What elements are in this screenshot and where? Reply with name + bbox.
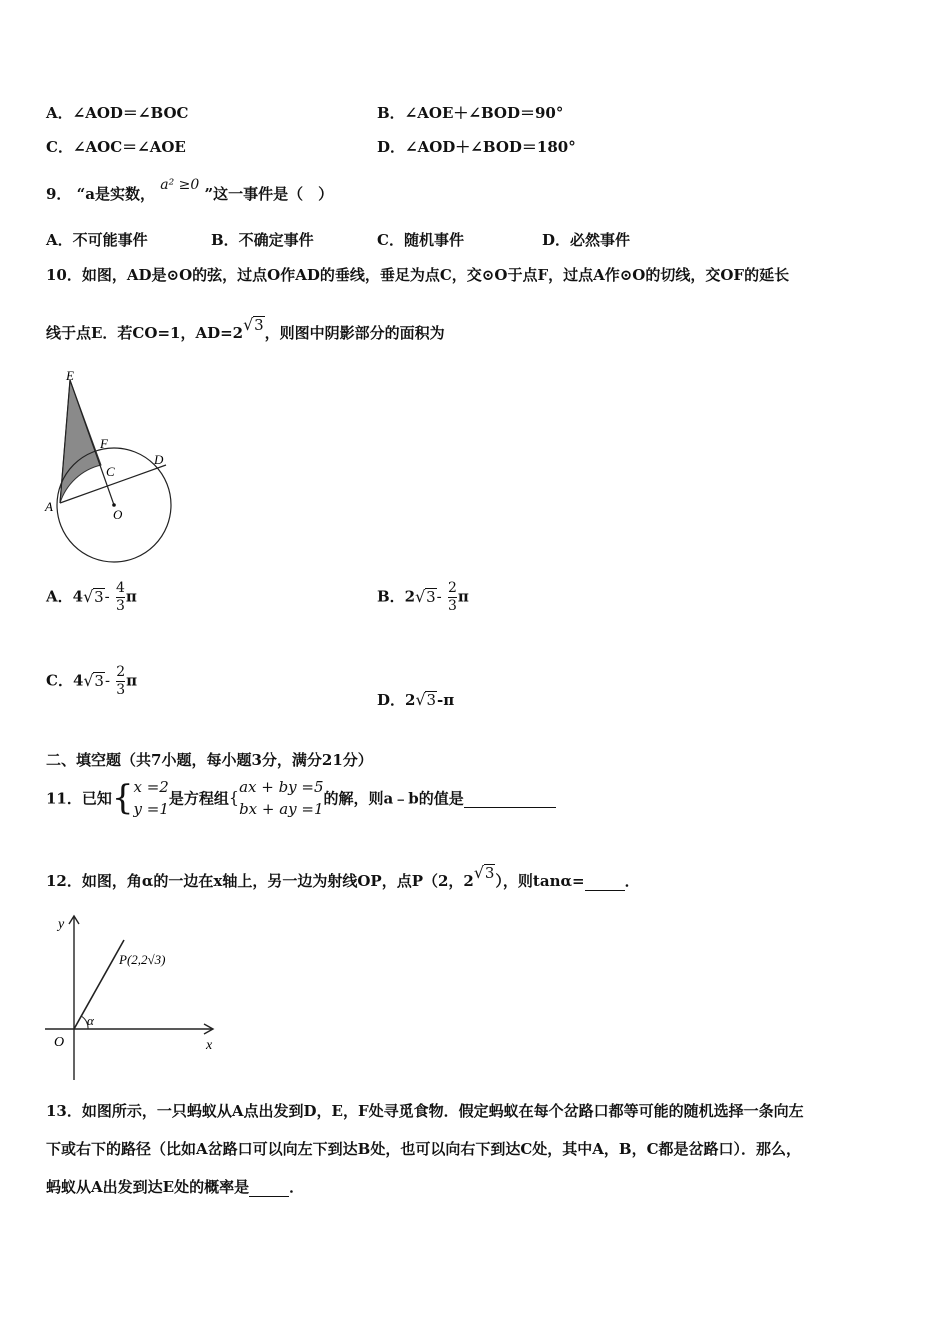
q10-label-e: E: [66, 368, 74, 383]
q9-option-a: A．不可能事件: [46, 231, 148, 249]
section-2-title: 二、填空题（共7小题，每小题3分，满分21分）: [46, 751, 373, 769]
q10-line2-b: ，则图中阴影部分的面积为: [264, 324, 445, 342]
q10-line2: [46, 316, 445, 343]
q10-option-a-den: 3: [115, 598, 125, 614]
q8-option-c: C．∠AOC＝∠AOE: [46, 138, 186, 156]
q12-root3-value: 3: [484, 864, 495, 882]
q10-shaded-region: [60, 380, 101, 503]
q12-label-x: x: [206, 1038, 213, 1053]
q11-middle: 是方程组: [168, 789, 229, 808]
q10-option-d-root: 3: [426, 691, 436, 709]
q10-option-a-minus: -: [104, 587, 110, 606]
q10-option-a: [46, 580, 137, 615]
q10-label-d: D: [154, 452, 164, 467]
q11-system-1: [134, 776, 169, 820]
q10-option-b-root: 3: [426, 587, 436, 606]
q10-label-f: F: [100, 436, 108, 451]
q8-option-d: D．∠AOD＋∠BOD＝180°: [377, 138, 576, 156]
q8-option-a: A．∠AOD＝∠BOC: [46, 104, 189, 122]
q10-option-a-num: 4: [115, 580, 125, 596]
q11-answer-blank[interactable]: [464, 789, 556, 808]
q13-line1: 13．如图所示，一只蚂蚁从A点出发到D，E，F处寻觅食物．假定蚂蚁在每个岔路口都等可能的随机选择一条向左: [46, 1102, 804, 1120]
q10-option-b-pi: π: [457, 587, 469, 606]
q10-option-d: [377, 689, 454, 710]
q9-formula: a² ≥0: [160, 177, 200, 193]
q10-option-b-minus: -: [436, 587, 442, 606]
q9-quote-open: “a是实数，: [76, 185, 156, 203]
q8-option-b: B．∠AOE＋∠BOD＝90°: [377, 104, 564, 122]
q11-prefix: 11．已知: [46, 789, 112, 808]
q13-answer-blank[interactable]: [249, 1180, 289, 1197]
q10-option-c: [46, 664, 137, 699]
q10-option-b-sqrt: [415, 588, 437, 606]
q10-option-d-label: D．2: [377, 691, 416, 709]
q10-option-a-root: 3: [94, 587, 104, 606]
q12-label-o: O: [54, 1035, 65, 1050]
q12-sqrt3: [474, 864, 496, 882]
q10-option-c-sqrt: [83, 672, 105, 690]
q10-option-b-fraction: [448, 580, 457, 615]
q10-option-b-den: 3: [447, 598, 457, 614]
q10-option-c-fraction: [116, 664, 125, 699]
q9-option-d: D．必然事件: [542, 231, 631, 249]
q12-label-alpha: α: [87, 1013, 94, 1028]
q10-option-c-root: 3: [94, 671, 104, 690]
q10-option-a-sqrt: [83, 588, 105, 606]
q11-system-2-top: ax + by =5: [239, 778, 324, 796]
q12-end: ．: [624, 872, 640, 890]
q12-answer-blank[interactable]: [585, 874, 625, 891]
q9-quote-close: ”这一事件是（ ）: [204, 185, 334, 203]
q11-brace-1: {: [111, 778, 134, 818]
q10-option-d-sqrt: [415, 691, 437, 709]
q10-sqrt3: [243, 316, 265, 334]
q10-option-b-num: 2: [447, 580, 457, 596]
q9-option-b: B．不确定事件: [211, 231, 314, 249]
q10-option-c-den: 3: [116, 682, 126, 698]
q11-system-1-bottom: y =1: [133, 800, 169, 818]
q10-option-c-num: 2: [116, 664, 126, 680]
q10-option-a-pi: π: [125, 587, 137, 606]
q10-option-b: [377, 580, 469, 615]
q9-stem: [46, 177, 334, 204]
q10-line1: 10．如图，AD是⊙O的弦，过点O作AD的垂线，垂足为点C，交⊙O于点F，过点A作⊙O的切线，交OF的延长: [46, 266, 790, 284]
q13-end: ．: [289, 1178, 305, 1196]
q10-label-a: A: [45, 499, 53, 514]
q13-line3-text: 蚂蚁从A出发到达E处的概率是: [46, 1178, 250, 1196]
q10-circle-figure: [40, 368, 185, 568]
q10-option-a-fraction: [116, 580, 125, 615]
q13-line2: 下或右下的路径（比如A岔路口可以向左下到达B处，也可以向右下到达C处，其中A，B，C都是岔路口）．那么，: [46, 1140, 802, 1158]
q10-option-b-label: B．2: [377, 587, 416, 606]
q12-stem: [46, 864, 640, 891]
q12-text-b: ），则tanα=: [495, 872, 585, 890]
q12-angle-figure: [40, 912, 225, 1082]
q11-system-2-bottom: bx + ay =1: [239, 800, 324, 818]
q10-option-c-label: C．4: [46, 671, 84, 690]
q13-line3: [46, 1176, 304, 1197]
q11-stem: [46, 776, 556, 820]
q12-ray-op: [74, 940, 124, 1029]
q11-suffix: 的解，则a﹣b的值是: [323, 789, 464, 808]
q10-option-c-pi: π: [126, 671, 138, 690]
q10-root3-value: 3: [254, 316, 264, 334]
q11-brace-2: {: [228, 788, 240, 807]
q10-label-c: C: [106, 464, 115, 479]
q12-text-a: 12．如图，角α的一边在x轴上，另一边为射线OP，点P（2，2: [46, 872, 474, 890]
q12-label-y: y: [58, 917, 65, 932]
q10-line2-a: 线于点E．若CO=1，AD=2: [46, 324, 244, 342]
q10-option-a-label: A．4: [46, 587, 84, 606]
q11-system-2: [239, 776, 323, 820]
q9-option-c: C．随机事件: [377, 231, 464, 249]
q9-number: 9．: [46, 185, 72, 203]
q10-label-o: O: [113, 507, 123, 522]
q10-option-d-tail: -π: [437, 691, 455, 709]
q12-label-p: P(2,2√3): [119, 952, 166, 967]
q11-system-1-top: x =2: [133, 778, 169, 796]
q10-option-c-minus: -: [104, 671, 111, 690]
